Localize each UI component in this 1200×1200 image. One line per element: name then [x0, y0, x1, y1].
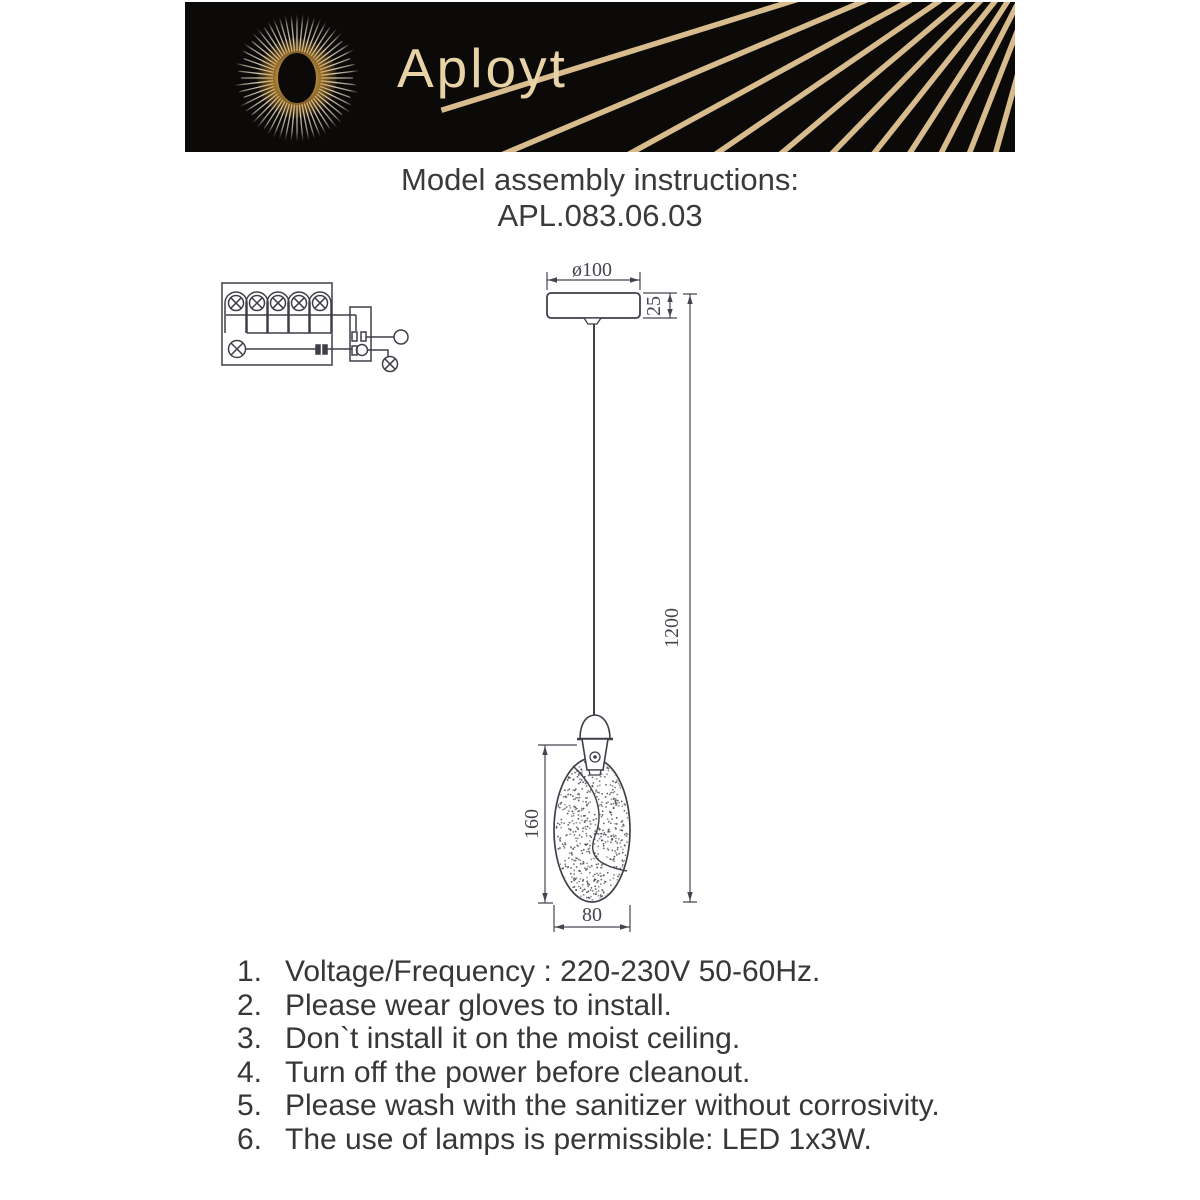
- item-number: 5.: [237, 1089, 263, 1122]
- lamp-symbol: [383, 357, 398, 372]
- list-item: [237, 1089, 997, 1123]
- plug-symbol: [394, 330, 408, 344]
- holder-dome: [580, 715, 610, 739]
- item-number: 3.: [237, 1022, 263, 1055]
- wiring-diagram: [222, 283, 408, 372]
- item-text: Turn off the power before cleanout.: [285, 1055, 751, 1089]
- lamp-symbol: [229, 341, 246, 358]
- brand-logo-text: Aployt: [397, 37, 568, 99]
- item-text: Don`t install it on the moist ceiling.: [285, 1022, 741, 1055]
- title-line2-model-code: APL.083.06.03: [497, 198, 703, 233]
- lamp-symbol: [271, 296, 286, 311]
- item-number: 1.: [237, 955, 263, 988]
- list-item: [237, 1123, 997, 1157]
- item-number: 6.: [237, 1122, 263, 1156]
- dim-canopy-diameter: ø100: [572, 259, 612, 281]
- item-text: Please wear gloves to install.: [285, 988, 672, 1022]
- lamp-symbol: [292, 296, 307, 311]
- cord-grip: [584, 318, 601, 324]
- ceiling-canopy: [547, 293, 640, 318]
- item-text: Please wash with the sanitizer without corrosivity.: [285, 1089, 940, 1122]
- list-item: [237, 1022, 997, 1056]
- list-item: [237, 955, 997, 989]
- item-text: The use of lamps is permissible: LED 1x3W.: [285, 1122, 872, 1156]
- dim-canopy-height: 25: [643, 296, 665, 316]
- instructions-list: [237, 955, 997, 1156]
- lamp-symbol: [313, 296, 328, 311]
- list-item: [237, 989, 997, 1023]
- pendant-drawing: [547, 293, 640, 902]
- lamp-shade: [554, 758, 630, 902]
- item-number: 2.: [237, 988, 263, 1022]
- title-line1: Model assembly instructions:: [401, 162, 799, 197]
- lamp-symbol: [250, 296, 265, 311]
- item-number: 4.: [237, 1055, 263, 1089]
- holder-body: [582, 739, 608, 770]
- item-text: Voltage/Frequency : 220-230V 50-60Hz.: [285, 955, 821, 988]
- dim-total-height: 1200: [661, 608, 683, 648]
- list-item: [237, 1056, 997, 1090]
- dim-shade-height: 160: [521, 809, 543, 839]
- dim-shade-width: 80: [582, 904, 602, 926]
- lamp-symbol: [229, 296, 244, 311]
